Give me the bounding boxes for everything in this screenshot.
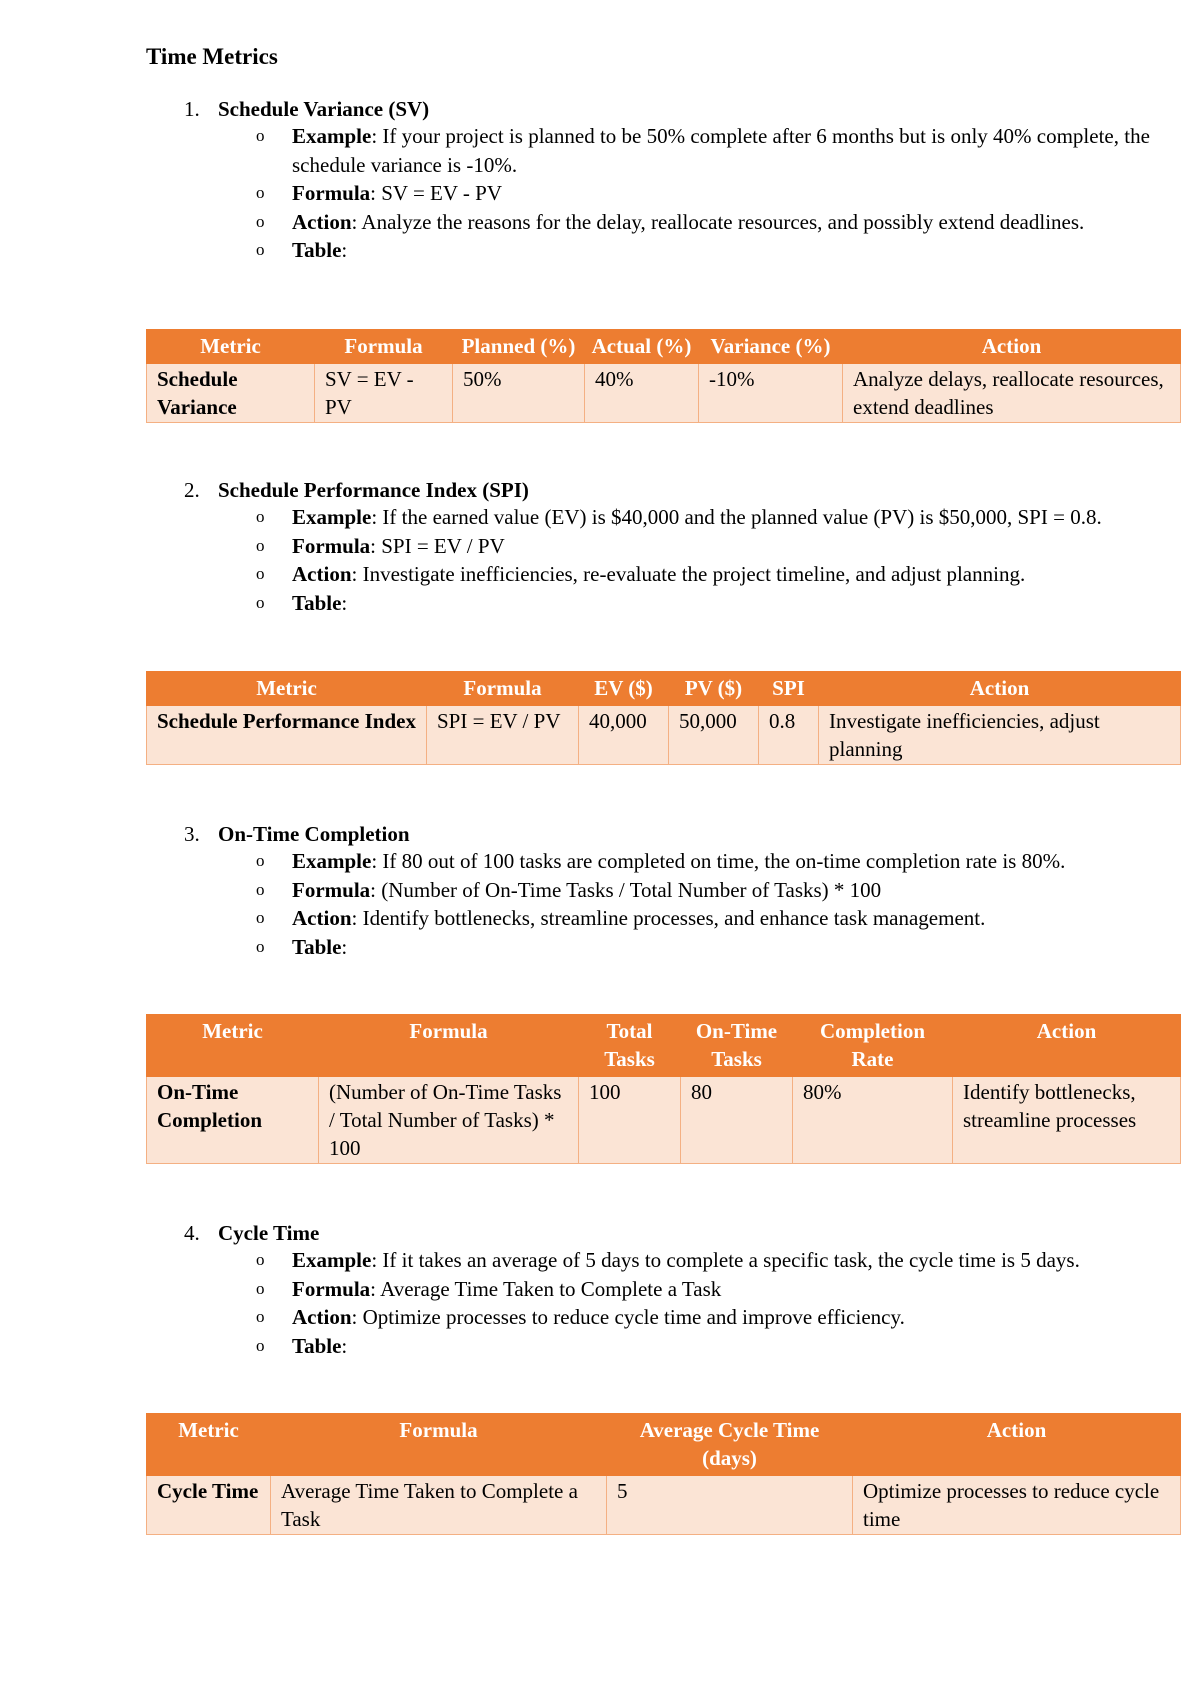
column-header: Actual (%) <box>585 330 699 364</box>
table-cell: 40,000 <box>579 705 669 765</box>
bullet-formula <box>256 179 1176 208</box>
example-text: : If 80 out of 100 tasks are completed on time, the on-time completion rate is 80%. <box>371 849 1066 873</box>
formula-label: Formula <box>292 181 371 205</box>
bullet-example <box>256 122 1176 179</box>
bullet-glyph: o <box>256 592 265 612</box>
bullet-table <box>256 1332 1176 1361</box>
bullet-table <box>256 589 1176 618</box>
table-label: Table <box>292 590 342 615</box>
table-text: : <box>341 934 348 959</box>
example-label: Example <box>292 505 372 529</box>
column-header: Total Tasks <box>579 1015 681 1077</box>
table-cell: 80% <box>793 1076 953 1164</box>
table-header-row <box>147 330 1181 364</box>
bullet-glyph: o <box>256 126 265 145</box>
section-bullets <box>256 847 1176 961</box>
table-row <box>147 1076 1181 1164</box>
table-cell: 0.8 <box>759 705 819 765</box>
example-text: : If the earned value (EV) is $40,000 and the planned value (PV) is $50,000, SPI = 0.8. <box>371 505 1102 529</box>
section-bullets <box>256 1246 1176 1360</box>
bullet-glyph: o <box>256 507 265 526</box>
page-title: Time Metrics <box>146 44 278 69</box>
example-label: Example <box>292 124 372 148</box>
on-time-completion-table <box>146 1014 1181 1164</box>
bullet-glyph: o <box>256 1278 265 1298</box>
table-cell: Identify bottlenecks, streamline processes <box>953 1076 1181 1164</box>
schedule-variance-table <box>146 329 1181 423</box>
action-label: Action <box>292 906 352 930</box>
table-text: : <box>341 238 348 262</box>
bullet-glyph: o <box>256 879 265 899</box>
bullet-glyph: o <box>256 851 265 870</box>
column-header: Formula <box>427 672 579 706</box>
bullet-glyph: o <box>256 1250 265 1269</box>
table-cell: Schedule Performance Index <box>147 705 427 765</box>
example-label: Example <box>292 1248 372 1272</box>
action-text: : Investigate inefficiencies, re-evaluate the project timeline, and adjust planning. <box>351 562 1026 586</box>
section-number: 3. <box>184 822 200 846</box>
bullet-action <box>256 1303 1176 1332</box>
table-text: : <box>341 590 348 615</box>
column-header: Action <box>953 1015 1181 1077</box>
column-header: Metric <box>147 1015 319 1077</box>
bullet-action <box>256 208 1176 237</box>
cycle-time-table <box>146 1413 1181 1535</box>
table-cell: 50% <box>453 363 585 423</box>
column-header: Average Cycle Time (days) <box>607 1414 853 1476</box>
bullet-glyph: o <box>256 1335 265 1355</box>
section-heading-cycle-time <box>146 1219 319 1247</box>
formula-label: Formula <box>292 533 371 558</box>
bullet-formula <box>256 1275 1176 1304</box>
formula-text: : SV = EV - PV <box>370 181 503 205</box>
column-header: Formula <box>271 1414 607 1476</box>
table-row <box>147 705 1181 765</box>
table-cell: On-Time Completion <box>147 1076 319 1164</box>
table-cell: SV = EV - PV <box>315 363 453 423</box>
table-cell: Investigate inefficiencies, adjust planning <box>819 705 1181 765</box>
action-text: : Analyze the reasons for the delay, reallocate resources, and possibly extend deadlines. <box>351 209 1085 234</box>
table-cell: 50,000 <box>669 705 759 765</box>
example-text: : If it takes an average of 5 days to complete a specific task, the cycle time is 5 days. <box>371 1248 1080 1272</box>
formula-label: Formula <box>292 877 371 902</box>
section-name: Schedule Performance Index (SPI) <box>218 478 529 502</box>
example-label: Example <box>292 849 372 873</box>
section-heading-schedule-variance <box>146 95 429 123</box>
bullet-glyph: o <box>256 936 265 956</box>
table-cell: 100 <box>579 1076 681 1164</box>
table-row <box>147 363 1181 423</box>
column-header: Metric <box>147 1414 271 1476</box>
example-text: : If your project is planned to be 50% complete after 6 months but is only 40% complete, the schedule variance is -10%. <box>292 124 1150 177</box>
action-label: Action <box>292 209 352 234</box>
bullet-glyph: o <box>256 211 265 231</box>
formula-text: : Average Time Taken to Complete a Task <box>370 1276 722 1301</box>
table-cell: Average Time Taken to Complete a Task <box>271 1475 607 1535</box>
bullet-example <box>256 1246 1176 1275</box>
column-header: Variance (%) <box>699 330 843 364</box>
bullet-glyph: o <box>256 240 265 259</box>
column-header: Action <box>843 330 1181 364</box>
action-label: Action <box>292 1305 352 1329</box>
bullet-example <box>256 503 1176 532</box>
column-header: EV ($) <box>579 672 669 706</box>
table-header-row <box>147 1015 1181 1077</box>
section-number: 1. <box>184 97 200 121</box>
bullet-example <box>256 847 1176 876</box>
table-row <box>147 1475 1181 1535</box>
table-cell: -10% <box>699 363 843 423</box>
bullet-action <box>256 904 1176 933</box>
table-cell: 80 <box>681 1076 793 1164</box>
table-cell: Schedule Variance <box>147 363 315 423</box>
bullet-action <box>256 560 1176 589</box>
column-header: Metric <box>147 330 315 364</box>
section-heading-on-time-completion <box>146 820 410 848</box>
section-heading-spi <box>146 476 529 504</box>
section-bullets <box>256 122 1176 265</box>
section-name: On-Time Completion <box>218 822 410 846</box>
action-text: : Identify bottlenecks, streamline processes, and enhance task management. <box>351 906 986 930</box>
bullet-table <box>256 236 1176 265</box>
table-label: Table <box>292 934 342 959</box>
spi-table <box>146 671 1181 765</box>
action-label: Action <box>292 562 352 586</box>
table-cell: Cycle Time <box>147 1475 271 1535</box>
table-label: Table <box>292 1333 342 1358</box>
column-header: Formula <box>315 330 453 364</box>
section-number: 4. <box>184 1221 200 1245</box>
bullet-table <box>256 933 1176 962</box>
column-header: SPI <box>759 672 819 706</box>
column-header: Action <box>853 1414 1181 1476</box>
bullet-glyph: o <box>256 564 265 583</box>
section-name: Cycle Time <box>218 1221 320 1245</box>
column-header: Completion Rate <box>793 1015 953 1077</box>
column-header: Metric <box>147 672 427 706</box>
table-cell: SPI = EV / PV <box>427 705 579 765</box>
column-header: PV ($) <box>669 672 759 706</box>
table-cell: (Number of On-Time Tasks / Total Number of Tasks) * 100 <box>319 1076 579 1164</box>
bullet-formula <box>256 532 1176 561</box>
table-cell: Optimize processes to reduce cycle time <box>853 1475 1181 1535</box>
bullet-glyph: o <box>256 535 265 555</box>
formula-label: Formula <box>292 1276 371 1301</box>
table-cell: 5 <box>607 1475 853 1535</box>
column-header: Planned (%) <box>453 330 585 364</box>
action-text: : Optimize processes to reduce cycle time and improve efficiency. <box>351 1305 905 1329</box>
column-header: Action <box>819 672 1181 706</box>
formula-text: : SPI = EV / PV <box>370 533 505 558</box>
section-bullets <box>256 503 1176 617</box>
column-header: Formula <box>319 1015 579 1077</box>
table-label: Table <box>292 238 342 262</box>
table-cell: Analyze delays, reallocate resources, extend deadlines <box>843 363 1181 423</box>
bullet-glyph: o <box>256 908 265 927</box>
bullet-glyph: o <box>256 183 265 202</box>
column-header: On-Time Tasks <box>681 1015 793 1077</box>
table-header-row <box>147 1414 1181 1476</box>
table-header-row <box>147 672 1181 706</box>
table-text: : <box>341 1333 348 1358</box>
formula-text: : (Number of On-Time Tasks / Total Number of Tasks) * 100 <box>370 877 882 902</box>
table-cell: 40% <box>585 363 699 423</box>
bullet-formula <box>256 876 1176 905</box>
section-number: 2. <box>184 478 200 502</box>
section-name: Schedule Variance (SV) <box>218 97 430 121</box>
bullet-glyph: o <box>256 1307 265 1326</box>
